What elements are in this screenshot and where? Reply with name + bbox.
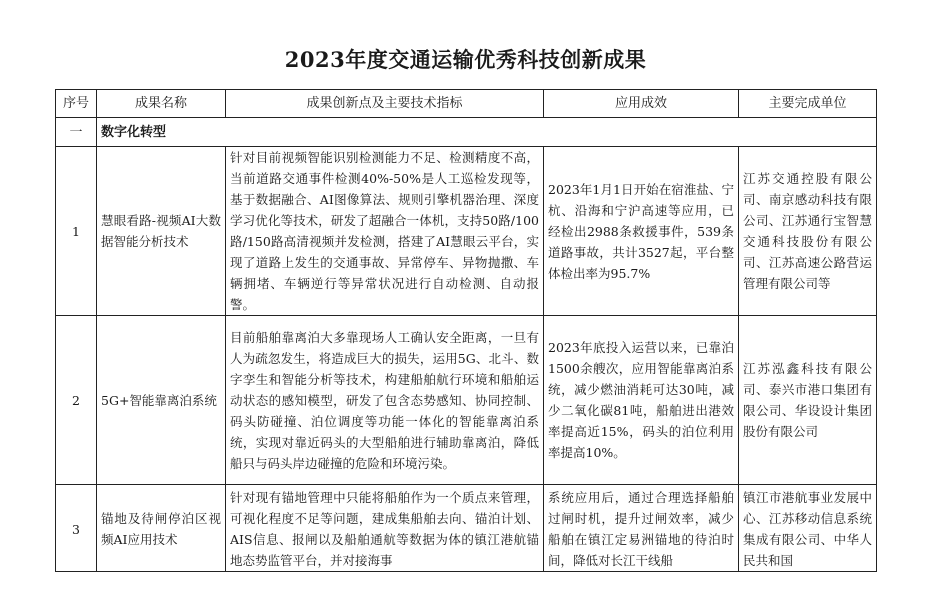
row-innovation: 针对目前视频智能识别检测能力不足、检测精度不高，当前道路交通事件检测40%-50%是人工巡检发现等，基于数据融合、AI图像算法、规则引擎机器治理、深度学习优化等技术，研发了超融合一体机，支持50路/100路/150路高清视频并发检测，搭建了AI慧眼云平台，实现了道路上发生的交通事故、异常停车、异物抛撒、车辆拥堵、车辆逆行等异常状况进行自动检测、自动报警。 — [226, 147, 544, 316]
section-label: 数字化转型 — [97, 118, 877, 147]
row-seq: 1 — [56, 147, 97, 316]
row-units: 江苏泓鑫科技有限公司、泰兴市港口集团有限公司、华设设计集团股份有限公司 — [739, 316, 877, 485]
row-seq: 2 — [56, 316, 97, 485]
header-units: 主要完成单位 — [739, 90, 877, 118]
row-name: 慧眼看路-视频AI大数据智能分析技术 — [97, 147, 226, 316]
row-result: 2023年底投入运营以来，已靠泊1500余艘次，应用智能靠离泊系统，减少燃油消耗可达30吨，减少二氧化碳81吨，船舶进出港效率提高近15%，码头的泊位利用率提高10%。 — [544, 316, 739, 485]
section-number: 一 — [56, 118, 97, 147]
row-seq: 3 — [56, 485, 97, 572]
row-units — [739, 485, 877, 572]
row-units-text: 镇江市港航事业发展中心、江苏移动信息系统集成有限公司、中华人民共和国 — [743, 490, 872, 568]
header-result: 应用成效 — [544, 90, 739, 118]
row-units: 江苏交通控股有限公司、南京感动科技有限公司、江苏通行宝智慧交通科技股份有限公司、江苏高速公路营运管理有限公司等 — [739, 147, 877, 316]
section-row — [56, 118, 877, 147]
row-result: 2023年1月1日开始在宿淮盐、宁杭、沿海和宁沪高速等应用，已经检出2988条救援事件，539条道路事故，共计3527起，平台整体检出率为95.7% — [544, 147, 739, 316]
header-innovation: 成果创新点及主要技术指标 — [226, 90, 544, 118]
document-title: 2023年度交通运输优秀科技创新成果 — [284, 47, 647, 72]
row-innovation: 目前船舶靠离泊大多靠现场人工确认安全距离，一旦有人为疏忽发生，将造成巨大的损失，运用5G、北斗、数字孪生和智能分析等技术，构建船舶航行环境和船舶运动状态的感知模型，研发了包含态势感知、协同控制、码头防碰撞、泊位调度等功能一体化的智能靠离泊系统，实现对靠近码头的大型船舶进行辅助靠离泊，降低船只与码头岸边碰撞的危险和环境污染。 — [226, 316, 544, 485]
row-innovation — [226, 485, 544, 572]
row-result-text: 系统应用后，通过合理选择船舶过闸时机，提升过闸效率，减少船舶在镇江定易洲锚地的待泊时间，降低对长江干线船 — [548, 490, 734, 568]
header-seq: 序号 — [56, 90, 97, 118]
table-row — [56, 147, 877, 316]
header-name: 成果名称 — [97, 90, 226, 118]
row-name-text: 锚地及待闸停泊区视频AI应用技术 — [101, 511, 221, 547]
row-name: 5G+智能靠离泊系统 — [97, 316, 226, 485]
table-header-row — [56, 90, 877, 118]
row-result — [544, 485, 739, 572]
achievements-table — [55, 89, 877, 572]
row-innovation-text: 针对现有锚地管理中只能将船舶作为一个质点来管理，可视化程度不足等问题，建成集船舶去向、锚泊计划、AIS信息、报闸以及船舶通航等数据为体的镇江港航锚地态势监管平台，并对接海事 — [230, 490, 539, 568]
table-row — [56, 316, 877, 485]
table-row — [56, 485, 877, 572]
row-name — [97, 485, 226, 572]
